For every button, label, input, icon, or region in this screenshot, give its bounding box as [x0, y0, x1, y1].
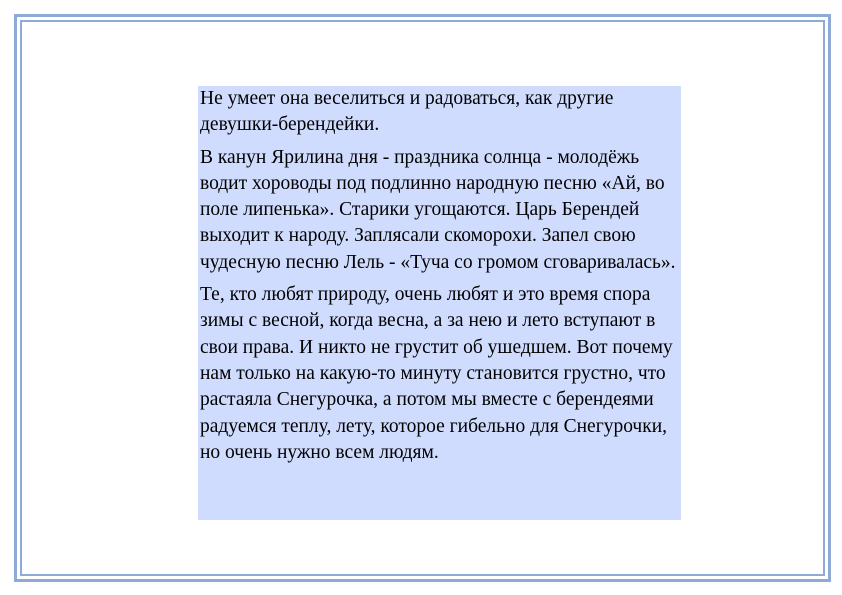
paragraph-2: В канун Ярилина дня - праздника солнца - молодёжь водит хороводы под подлинно народную песню «Ай, во поле липенька». Старики угощаются. Царь Берендей выходит к народу. Заплясали скоморохи. Запел свою чудесную песню Лель - «Туча со громом сговаривалась».: [200, 146, 676, 273]
paragraph-3: Те, кто любят природу, очень любят и это время спора зимы с весной, когда весна, а за нею и лето вступают в свои права. И никто не грустит об ушедшем. Вот почему нам только на какую-то минуту становится грустно, что растаяла Снегурочка, а потом мы вместе с берендеями радуемся теплу, лету, которое гибельно для Снегурочки, но очень нужно всем людям.: [200, 284, 673, 463]
text-box: [198, 86, 681, 520]
paragraph-1: Не умеет она веселиться и радоваться, как другие девушки-берендейки.: [200, 88, 614, 136]
